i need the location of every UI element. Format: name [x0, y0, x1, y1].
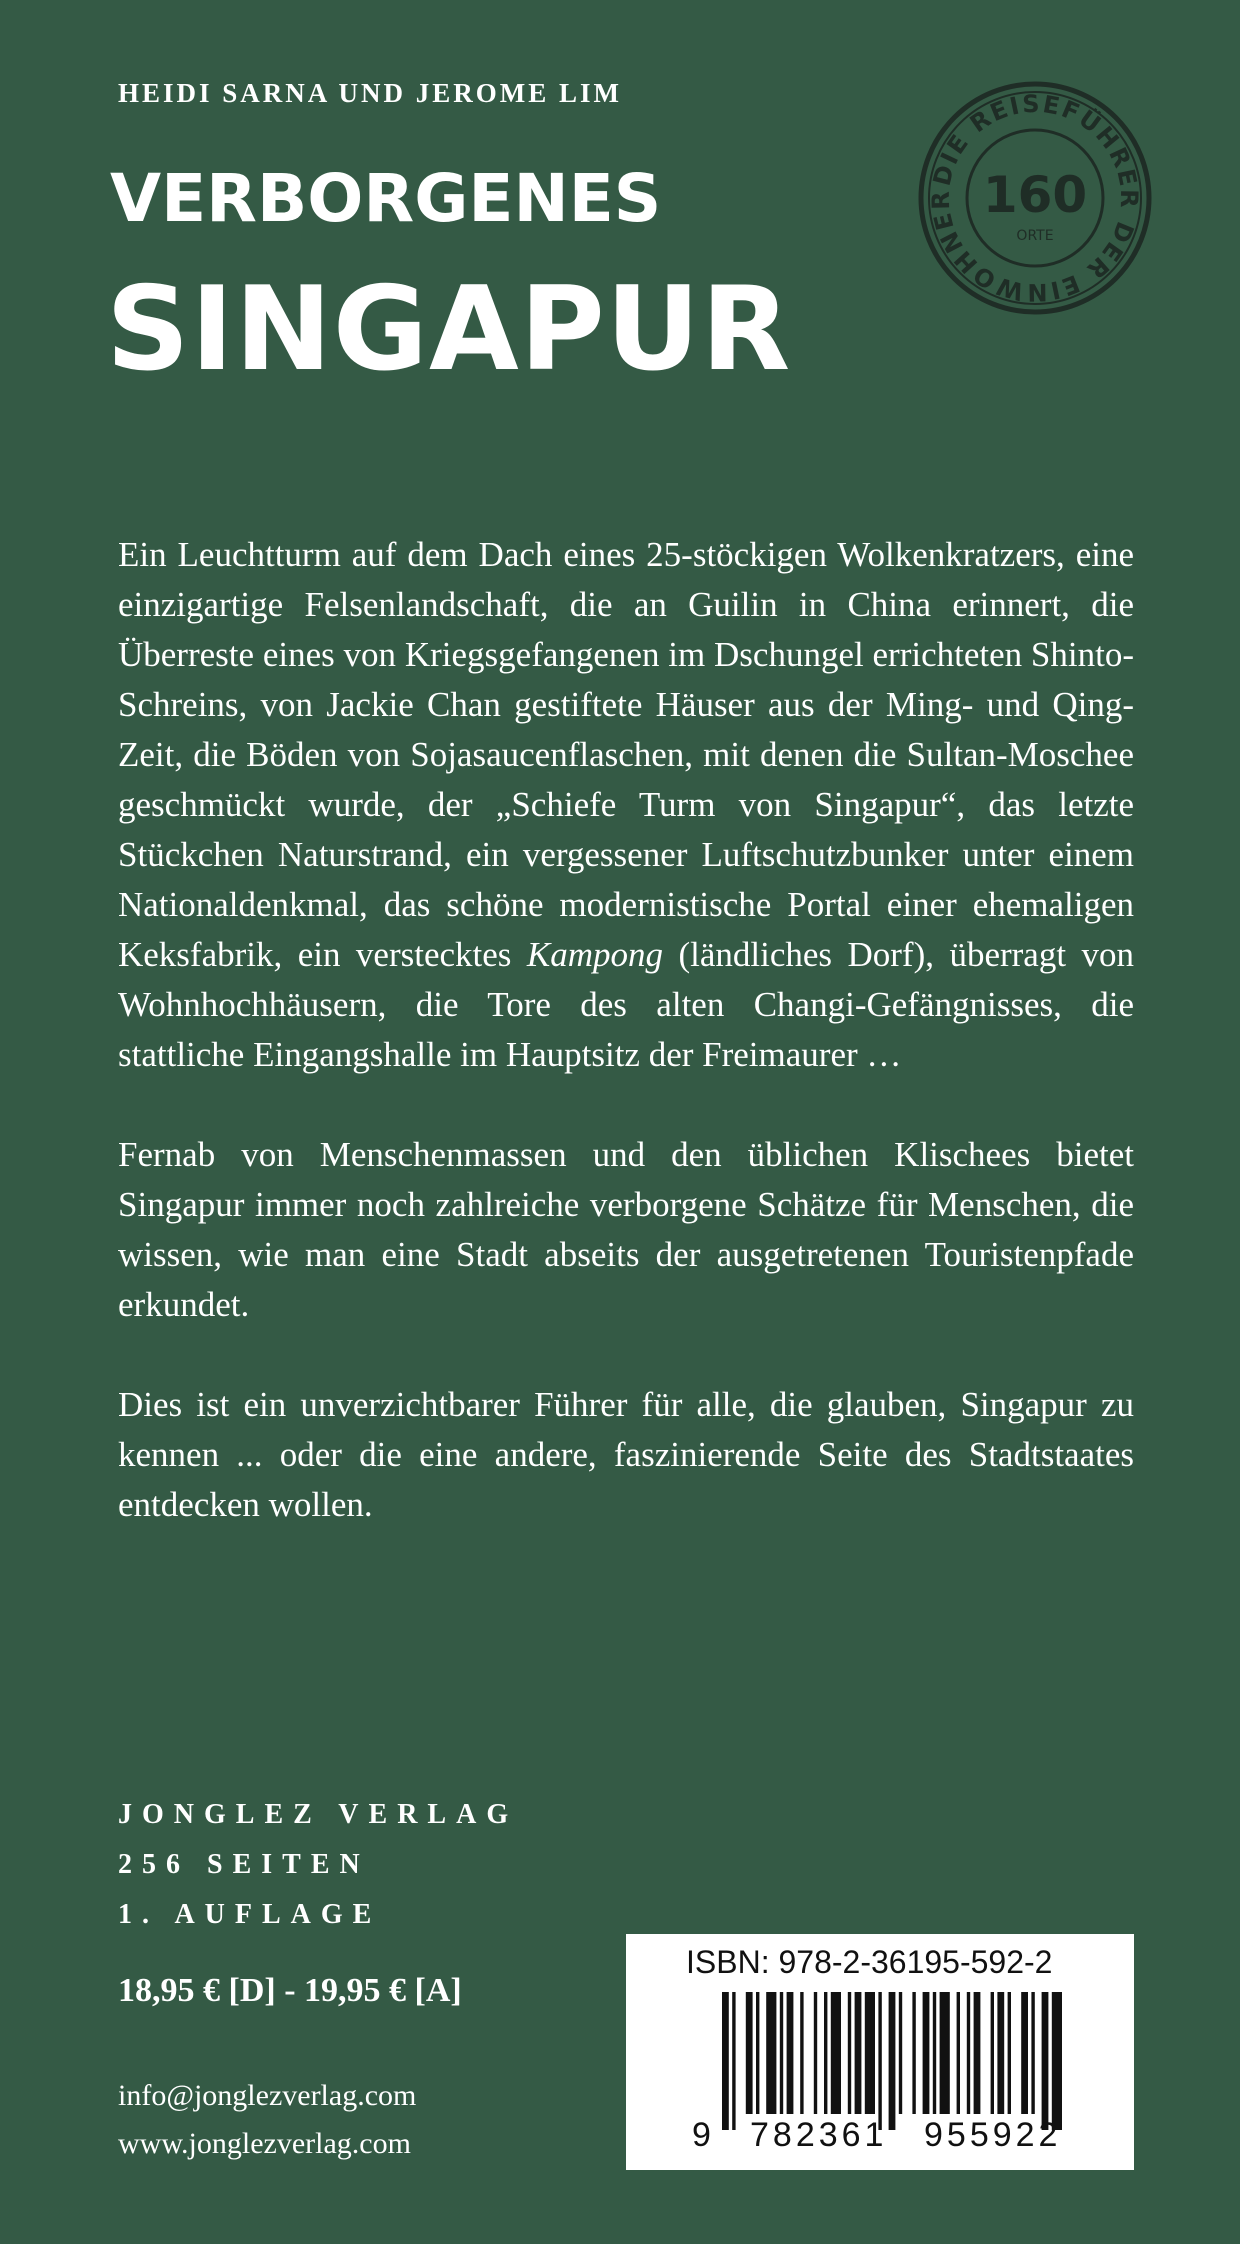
barcode-bar: [1052, 1992, 1062, 2130]
barcode-bar: [991, 1992, 994, 2114]
barcode-bar: [889, 1992, 896, 2130]
description-paragraph-1: [118, 530, 1134, 1080]
barcode-bar: [1042, 1992, 1049, 2130]
barcode-bar: [787, 1992, 794, 2114]
barcode-bar: [940, 1992, 950, 2114]
barcode-bar: [855, 1992, 862, 2114]
barcode-bar: [814, 1992, 817, 2114]
barcode-bar: [746, 1992, 753, 2114]
title-line-1: VERBORGENES: [110, 160, 662, 237]
barcode-bar: [933, 1992, 936, 2114]
authors: HEIDI SARNA UND JEROME LIM: [118, 78, 623, 108]
barcode-bar: [824, 1992, 827, 2114]
isbn-label: ISBN: 978-2-36195-592-2: [686, 1944, 1053, 1980]
barcode-bar: [1008, 1992, 1011, 2114]
barcode-bar: [766, 1992, 776, 2114]
barcode-bar: [722, 1992, 729, 2130]
barcode-bar: [732, 1992, 735, 2130]
barcode-digits-left: 782361: [750, 2116, 888, 2154]
description-p1-italic: Kampong: [526, 935, 664, 974]
publisher-info: [118, 1790, 518, 1940]
barcode-bar: [1031, 1992, 1034, 2114]
barcode-bar: [967, 1992, 970, 2114]
contact-website: www.jonglezverlag.com: [118, 2127, 411, 2160]
barcode-bar: [899, 1992, 902, 2114]
edition: 1. AUFLAGE: [118, 1899, 382, 1930]
contact-email: info@jonglezverlag.com: [118, 2079, 417, 2112]
barcode-digit-first: 9: [692, 2116, 711, 2154]
barcode-bar: [756, 1992, 759, 2114]
page-count: 256 SEITEN: [118, 1849, 370, 1880]
price: 18,95 € [D] - 19,95 € [A]: [118, 1972, 462, 2009]
barcode-digits-right: 955922: [924, 2116, 1062, 2154]
stamp-ring-text: DIE REISEFÜHRER DER EINWOHNER: [926, 89, 1144, 307]
barcode-bar: [997, 1992, 1004, 2114]
description-paragraph-2: Fernab von Menschenmassen und den üblichen Klischees bietet Singapur immer noch zahlreiche verborgene Schätze für Menschen, die wissen, wie man eine Stadt abseits der ausgetretenen Touristenpfade erkundet.: [118, 1135, 1134, 1324]
barcode-bar: [1021, 1992, 1028, 2114]
barcode-bar: [974, 1992, 981, 2114]
stamp-seal: [915, 78, 1155, 318]
barcode-bar: [865, 1992, 875, 2114]
description-paragraph-3: Dies ist ein unverzichtbarer Führer für alle, die glauben, Singapur zu kennen ... oder die eine andere, faszinierende Seite des Stadtstaates entdecken wollen.: [118, 1385, 1134, 1524]
contact-info: [118, 2072, 416, 2168]
barcode-bar: [912, 1992, 915, 2114]
barcode-bar: [923, 1992, 930, 2114]
barcode-bar: [878, 1992, 881, 2130]
barcode-panel: [626, 1934, 1134, 2170]
description-p1-part1: Ein Leuchtturm auf dem Dach eines 25-stöckigen Wolkenkratzers, eine einzigartige Felsenlandschaft, die an Guilin in China erinnert, die Überreste eines von Kriegsgefangenen im Dschungel errichteten Shinto-Schreins, von Jackie Chan gestiftete Häuser aus der Ming- und Qing-Zeit, die Böden von Sojasaucenflaschen, mit denen die Sultan-Moschee geschmückt wurde, der „Schiefe Turm von Singapur“, das letzte Stückchen Naturstrand, ein vergessener Luftschutzbunker unter einem Nationaldenkmal, das schöne modernistische Portal einer ehemaligen Keksfabrik, ein verstecktes: [118, 535, 1134, 974]
title-line-2: SINGAPUR: [106, 262, 792, 397]
stamp-seal-icon: [915, 78, 1155, 318]
barcode-bar: [957, 1992, 960, 2114]
barcode-bar: [831, 1992, 841, 2114]
stamp-number: 160: [982, 166, 1088, 224]
description-p1-part2: (ländliches Dorf), überragt von Wohnhochhäusern, die Tore des alten Changi-Gefängnisses, die stattliche Eingangshalle im Hauptsitz der Freimaurer …: [118, 935, 1135, 1074]
barcode-bar: [800, 1992, 803, 2114]
stamp-unit: ORTE: [1016, 228, 1054, 244]
publisher-name: JONGLEZ VERLAG: [118, 1799, 519, 1830]
barcode-bar: [848, 1992, 851, 2114]
description: [118, 530, 1134, 1580]
barcode-bar: [780, 1992, 783, 2114]
